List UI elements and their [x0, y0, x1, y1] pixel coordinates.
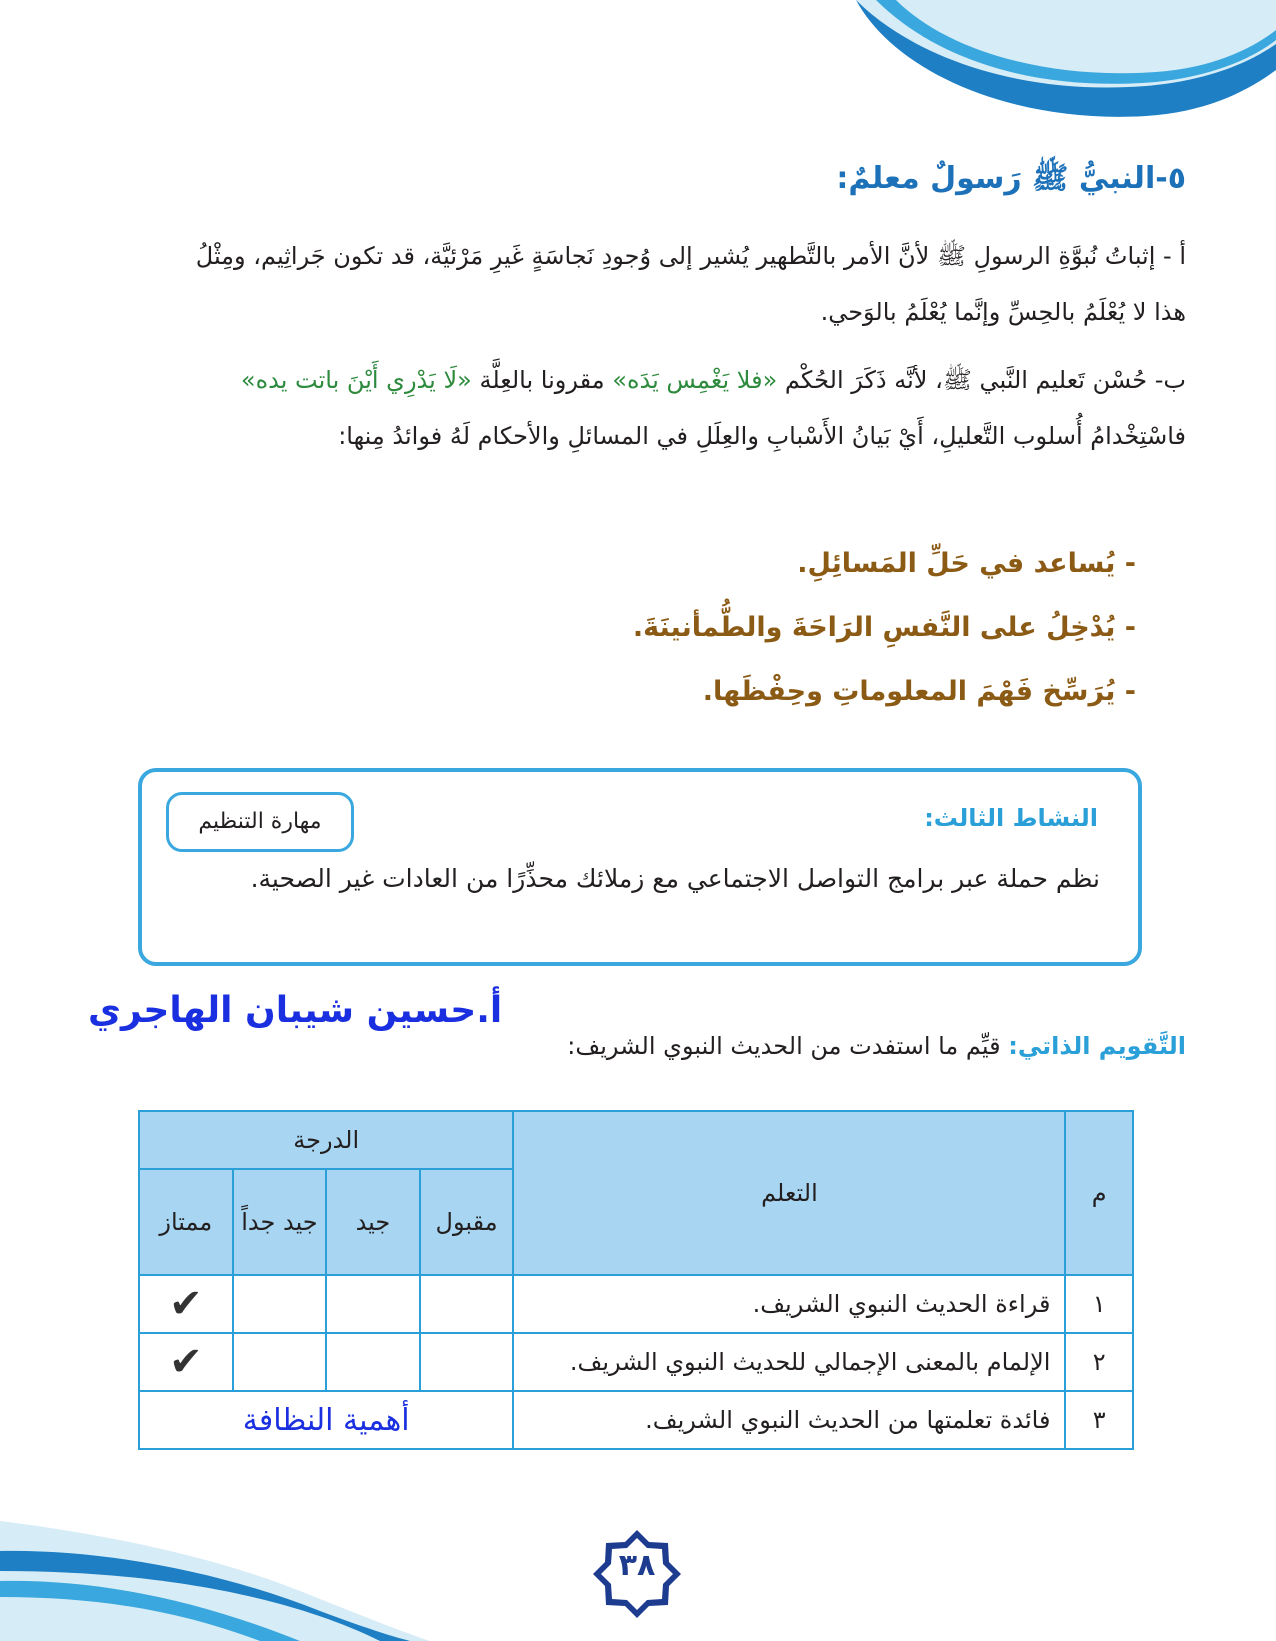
evaluation-table	[138, 1110, 1134, 1450]
section-title: ٥-النبيُّ ﷺ رَسولٌ معلمٌ:	[836, 161, 1186, 196]
row-number: ٢	[1065, 1333, 1133, 1391]
benefit-item: - يُساعد في حَلِّ المَسائِلِ.	[797, 548, 1136, 579]
hadith-quote-2: «لَا يَدْرِي أَيْنَ باتت يده»	[240, 366, 472, 394]
row-number: ١	[1065, 1275, 1133, 1333]
grade-cell[interactable]	[420, 1275, 514, 1333]
paragraph-b-mid: مقرونا بالعِلَّة	[479, 366, 605, 394]
grade-acceptable: مقبول	[420, 1169, 514, 1275]
header-number: م	[1065, 1111, 1133, 1275]
grade-excellent: ممتاز	[139, 1169, 233, 1275]
header-learning: التعلم	[513, 1111, 1065, 1275]
row-learning: فائدة تعلمتها من الحديث النبوي الشريف.	[513, 1391, 1065, 1449]
check-mark-icon[interactable]: ✔	[139, 1333, 233, 1391]
grade-cell[interactable]	[326, 1275, 419, 1333]
decorative-wave-bottom	[0, 1461, 470, 1641]
paragraph-b-intro: ب- حُسْن تَعليم النَّبي ﷺ، لأنَّه ذَكَرَ الحُكْم	[784, 366, 1186, 394]
page-number: ٣٨	[618, 1548, 656, 1583]
paragraph-b-rest: فاسْتِخْدامُ أُسلوب التَّعليلِ، أَيْ بَيانُ الأَسْبابِ والعِلَلِ في المسائلِ والأحكام لَهُ فوائدُ مِنها:	[338, 422, 1186, 450]
decorative-wave-top	[816, 0, 1276, 140]
row-number: ٣	[1065, 1391, 1133, 1449]
benefit-item: - يُرَسِّخ فَهْمَ المعلوماتِ وحِفْظَها.	[702, 676, 1136, 707]
teacher-name: أ.حسين شيبان الهاجري	[88, 990, 503, 1031]
activity-text: نظم حملة عبر برامج التواصل الاجتماعي مع زملائك محذِّرًا من العادات غير الصحية.	[250, 864, 1100, 893]
grade-cell[interactable]	[233, 1333, 326, 1391]
self-evaluation	[386, 1032, 1186, 1060]
paragraph-b	[186, 352, 1186, 464]
table-row	[139, 1333, 1133, 1391]
grade-very-good: جيد جداً	[233, 1169, 326, 1275]
table-row	[139, 1391, 1133, 1449]
paragraph-a: أ - إثباتُ نُبوَّةِ الرسولِ ﷺ لأنَّ الأمر بالتَّطهير يُشير إلى وُجودِ نَجاسَةٍ غَيرِ مَرْئيَّة، قد تكون جَراثِيم، ومِثْلُ هذا لا يُعْلَمُ بالحِسِّ وإنَّما يُعْلَمُ بالوَحي.	[195, 242, 1186, 326]
row-learning: الإلمام بالمعنى الإجمالي للحديث النبوي الشريف.	[513, 1333, 1065, 1391]
grade-good: جيد	[326, 1169, 419, 1275]
grade-cell[interactable]	[420, 1333, 514, 1391]
table-row	[139, 1275, 1133, 1333]
activity-label: النشاط الثالث:	[924, 804, 1098, 832]
grade-cell[interactable]	[326, 1333, 419, 1391]
benefit-item: - يُدْخِلُ على النَّفسِ الرَاحَةَ والطُّمأنينَةَ.	[632, 612, 1136, 643]
skill-badge: مهارة التنظيم	[166, 792, 354, 852]
hadith-quote-1: «فلا يَغْمِس يَدَه»	[612, 366, 778, 394]
activity-box	[138, 768, 1142, 966]
self-eval-text: قيِّم ما استفدت من الحديث النبوي الشريف:	[567, 1032, 1001, 1060]
grade-cell[interactable]	[233, 1275, 326, 1333]
row-learning: قراءة الحديث النبوي الشريف.	[513, 1275, 1065, 1333]
check-mark-icon[interactable]: ✔	[139, 1275, 233, 1333]
header-grade: الدرجة	[139, 1111, 513, 1169]
self-eval-label: التَّقويم الذاتي:	[1008, 1032, 1186, 1060]
handwritten-answer[interactable]: أهمية النظافة	[139, 1391, 513, 1449]
